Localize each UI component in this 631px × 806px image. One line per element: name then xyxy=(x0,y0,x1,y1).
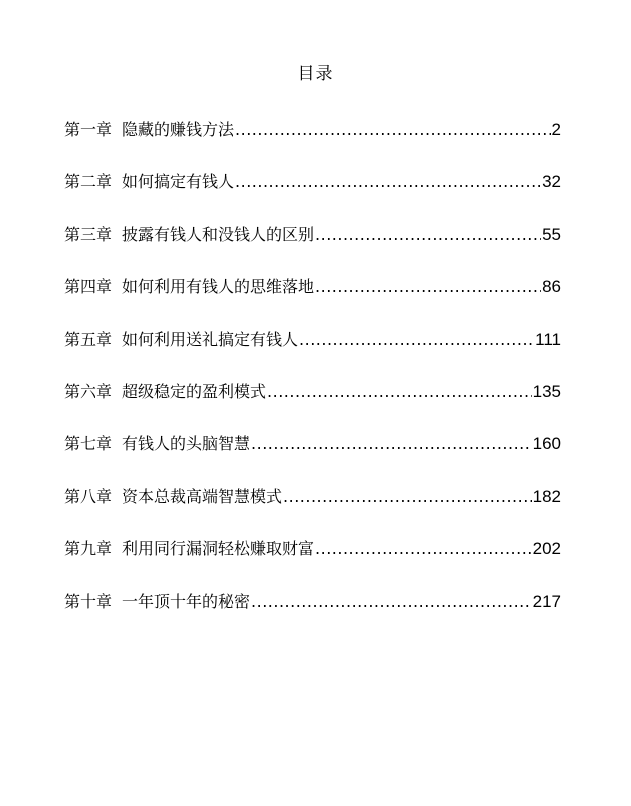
toc-entry xyxy=(64,432,561,484)
toc-entry xyxy=(64,275,561,327)
page-number: 55 xyxy=(542,224,561,244)
chapter-number: 第九章 xyxy=(64,539,113,559)
page-number: 160 xyxy=(532,434,561,454)
toc-entry xyxy=(64,590,561,642)
chapter-title: 披露有钱人和没钱人的区别 xyxy=(122,224,315,244)
page-number: 217 xyxy=(532,591,561,611)
page-number: 32 xyxy=(542,172,561,192)
toc-entry xyxy=(64,380,561,432)
dot-leader xyxy=(315,275,541,299)
toc-title: 目录 xyxy=(297,64,334,84)
toc-entry xyxy=(64,537,561,589)
page-number: 111 xyxy=(535,329,561,349)
page-number: 182 xyxy=(532,486,561,506)
chapter-title: 隐藏的赚钱方法 xyxy=(122,120,235,139)
toc-list xyxy=(64,118,561,642)
chapter-title: 如何利用有钱人的思维落地 xyxy=(122,277,315,297)
dot-leader xyxy=(235,118,551,142)
page-number: 2 xyxy=(551,120,561,139)
dot-leader xyxy=(315,537,532,561)
chapter-title: 如何利用送礼搞定有钱人 xyxy=(122,329,299,349)
dot-leader xyxy=(315,223,541,247)
chapter-number: 第五章 xyxy=(64,329,113,349)
toc-entry xyxy=(64,223,561,275)
chapter-title: 利用同行漏洞轻松赚取财富 xyxy=(122,539,315,559)
chapter-title: 资本总裁高端智慧模式 xyxy=(122,486,283,506)
page-number: 86 xyxy=(542,277,561,297)
chapter-title: 一年顶十年的秘密 xyxy=(122,591,251,611)
chapter-number: 第二章 xyxy=(64,172,113,192)
dot-leader xyxy=(299,328,534,352)
chapter-number: 第三章 xyxy=(64,224,113,244)
toc-entry xyxy=(64,170,561,222)
chapter-title: 如何搞定有钱人 xyxy=(122,172,235,192)
chapter-number: 第六章 xyxy=(64,381,113,401)
dot-leader xyxy=(283,485,532,509)
chapter-number: 第十章 xyxy=(64,591,113,611)
chapter-number: 第七章 xyxy=(64,434,113,454)
page-number: 202 xyxy=(532,539,561,559)
chapter-number: 第四章 xyxy=(64,277,113,297)
page-number: 135 xyxy=(532,381,561,401)
dot-leader xyxy=(251,432,532,456)
toc-entry xyxy=(64,328,561,380)
chapter-title: 超级稳定的盈利模式 xyxy=(122,381,267,401)
toc-entry xyxy=(64,118,561,170)
dot-leader xyxy=(251,590,532,614)
dot-leader xyxy=(235,170,541,194)
chapter-title: 有钱人的头脑智慧 xyxy=(122,434,251,454)
chapter-number: 第一章 xyxy=(64,120,113,139)
dot-leader xyxy=(267,380,532,404)
toc-entry xyxy=(64,485,561,537)
chapter-number: 第八章 xyxy=(64,486,113,506)
